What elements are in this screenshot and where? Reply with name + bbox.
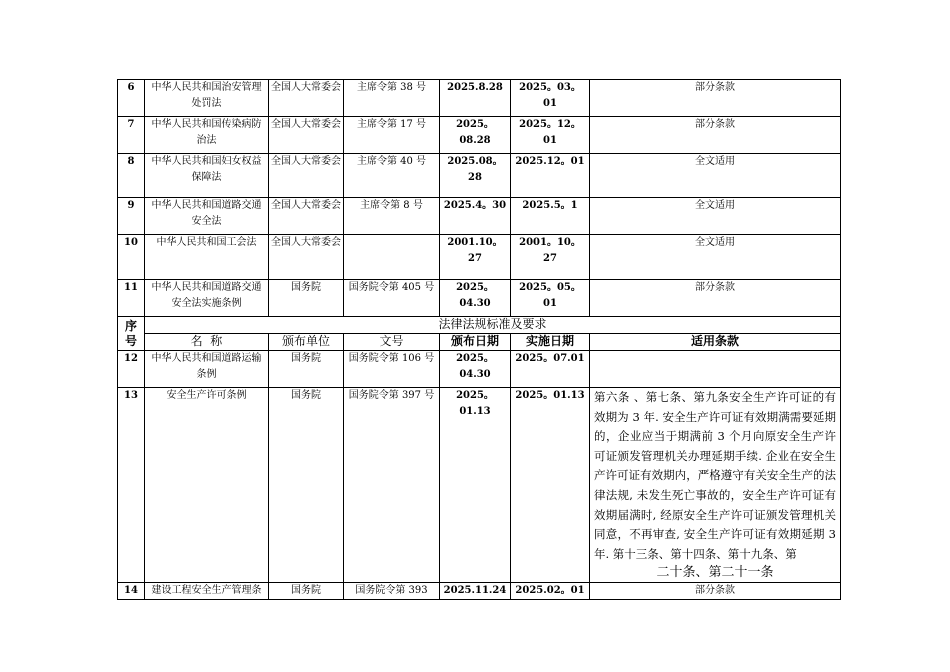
table-row (118, 117, 841, 154)
publish-date: 2001.10。27 (440, 235, 511, 280)
column-header-scope: 适用条款 (590, 334, 841, 351)
publish-date: 2025。04.30 (440, 351, 511, 388)
regulation-name: 中华人民共和国传染病防治法 (145, 117, 269, 154)
issuing-unit: 全国人大常委会 (269, 154, 344, 198)
effective-date: 2025。07.01 (511, 351, 590, 388)
publish-date: 2025。08.28 (440, 117, 511, 154)
publish-date: 2025。04.30 (440, 280, 511, 317)
regulation-name: 安全生产许可条例 (145, 388, 269, 583)
regulations-table (117, 79, 841, 600)
regulation-name: 中华人民共和国道路运输条例 (145, 351, 269, 388)
table-row (118, 388, 841, 583)
column-header-effective-date: 实施日期 (511, 334, 590, 351)
column-header-row (118, 334, 841, 351)
applicable-clauses: 部分条款 (590, 80, 841, 117)
applicable-clauses: 全文适用 (590, 154, 841, 198)
effective-date: 2025.12。01 (511, 154, 590, 198)
applicable-clauses: 部分条款 (590, 117, 841, 154)
document-number: 国务院令第 397 号 (344, 388, 440, 583)
applicable-clauses: 全文适用 (590, 198, 841, 235)
row-number: 9 (118, 198, 145, 235)
table-row (118, 198, 841, 235)
row-number: 12 (118, 351, 145, 388)
effective-date: 2025。03。01 (511, 80, 590, 117)
serial-number-header: 序号 (118, 317, 145, 351)
table-row (118, 583, 841, 600)
regulation-name: 中华人民共和国工会法 (145, 235, 269, 280)
document-number: 国务院令第 405 号 (344, 280, 440, 317)
regulation-name: 建设工程安全生产管理条 (145, 583, 269, 600)
applicable-clauses: 全文适用 (590, 235, 841, 280)
effective-date: 2025。01.13 (511, 388, 590, 583)
document-number: 主席令第 38 号 (344, 80, 440, 117)
row-number: 11 (118, 280, 145, 317)
publish-date: 2025。01.13 (440, 388, 511, 583)
regulation-name: 中华人民共和国道路交通安全法 (145, 198, 269, 235)
row-number: 7 (118, 117, 145, 154)
column-header-name: 名 称 (145, 334, 269, 351)
issuing-unit: 国务院 (269, 351, 344, 388)
issuing-unit: 全国人大常委会 (269, 198, 344, 235)
table-row (118, 280, 841, 317)
document-number: 国务院令第 106 号 (344, 351, 440, 388)
row-number: 6 (118, 80, 145, 117)
table-row (118, 351, 841, 388)
issuing-unit: 国务院 (269, 388, 344, 583)
column-header-unit: 颁布单位 (269, 334, 344, 351)
applicable-clauses: 部分条款 (590, 280, 841, 317)
issuing-unit: 国务院 (269, 280, 344, 317)
issuing-unit: 全国人大常委会 (269, 117, 344, 154)
applicable-clauses-text: 第六条 、第七条、第九条安全生产许可证的有效期为 3 年. 安全生产许可证有效期满需要延期的，企业应当于期满前 3 个月向原安全生产许可证颁发管理机关办理延期手续. 企业在安全生产许可证有效期内，严格遵守有关安全生产的法律法规, 未发生死亡事故的，安全生产许可证有效期届满时, 经原安全生产许可证颁发管理机关同意，不再审查, 安全生产许可证有效期延期 3 年. 第十三条、第十四条、第十九条、第 (594, 390, 836, 561)
document-number: 主席令第 8 号 (344, 198, 440, 235)
applicable-clauses (590, 388, 841, 583)
effective-date: 2025.5。1 (511, 198, 590, 235)
issuing-unit: 全国人大常委会 (269, 235, 344, 280)
column-header-doc: 文号 (344, 334, 440, 351)
regulation-name: 中华人民共和国妇女权益保障法 (145, 154, 269, 198)
effective-date: 2025。12。01 (511, 117, 590, 154)
regulation-name: 中华人民共和国治安管理处罚法 (145, 80, 269, 117)
effective-date: 2001。10。27 (511, 235, 590, 280)
row-number: 13 (118, 388, 145, 583)
applicable-clauses: 部分条款 (590, 583, 841, 600)
effective-date: 2025。05。01 (511, 280, 590, 317)
publish-date: 2025.08。28 (440, 154, 511, 198)
effective-date: 2025.02。01 (511, 583, 590, 600)
table-row (118, 80, 841, 117)
publish-date: 2025.11.24 (440, 583, 511, 600)
section-header-row (118, 317, 841, 334)
document-number: 国务院令第 393 (344, 583, 440, 600)
issuing-unit: 全国人大常委会 (269, 80, 344, 117)
table-row (118, 235, 841, 280)
row-number: 8 (118, 154, 145, 198)
column-header-publish-date: 颁布日期 (440, 334, 511, 351)
applicable-clauses (590, 351, 841, 388)
section-title: 法律法规标准及要求 (145, 317, 841, 334)
applicable-clauses-tail: 二十条、第二十一条 (656, 565, 774, 581)
table-row (118, 154, 841, 198)
document-number: 主席令第 40 号 (344, 154, 440, 198)
issuing-unit: 国务院 (269, 583, 344, 600)
row-number: 14 (118, 583, 145, 600)
document-number (344, 235, 440, 280)
document-number: 主席令第 17 号 (344, 117, 440, 154)
publish-date: 2025.4。30 (440, 198, 511, 235)
regulation-name: 中华人民共和国道路交通安全法实施条例 (145, 280, 269, 317)
row-number: 10 (118, 235, 145, 280)
publish-date: 2025.8.28 (440, 80, 511, 117)
